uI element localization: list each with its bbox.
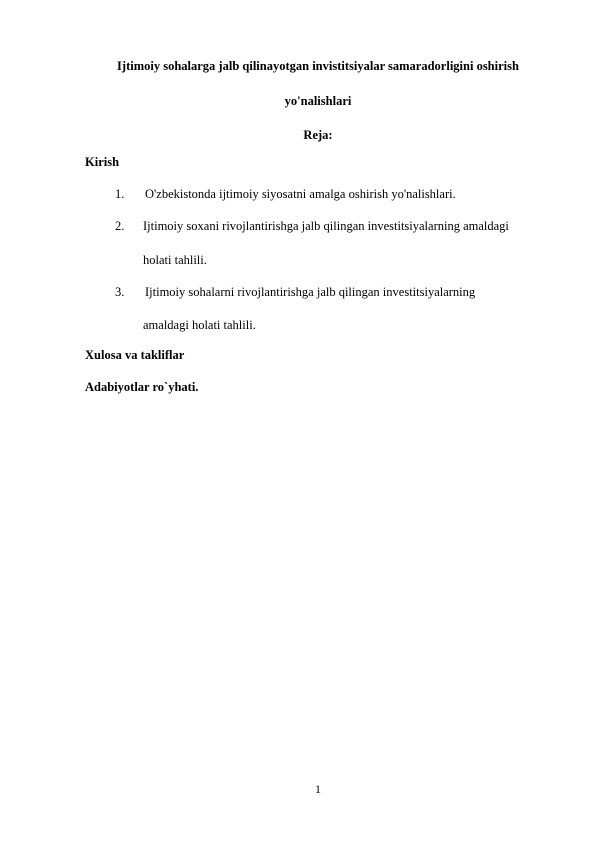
list-item-text: Ijtimoiy sohalarni rivojlantirishga jalb qilingan investitsiyalarning	[145, 285, 476, 299]
list-item-number: 3.	[115, 285, 125, 299]
list-item-text-continuation: holati tahlili.	[143, 253, 207, 267]
intro-heading: Kirish	[85, 155, 120, 169]
list-item-number: 1.	[115, 187, 125, 201]
list-item-text-continuation: amaldagi holati tahlili.	[143, 318, 256, 332]
document-title-line1: Ijtimoiy sohalarga jalb qilinayotgan invistitsiyalar samaradorligini oshirish	[117, 59, 519, 73]
list-item-text: O'zbekistonda ijtimoiy siyosatni amalga oshirish yo'nalishlari.	[145, 187, 456, 201]
page-number: 1	[315, 782, 321, 796]
list-item-text: Ijtimoiy soxani rivojlantirishga jalb qilingan investitsiyalarning amaldagi	[143, 219, 509, 233]
list-item-number: 2.	[115, 219, 125, 233]
conclusion-heading: Xulosa va takliflar	[85, 348, 185, 362]
plan-heading: Reja:	[303, 128, 333, 142]
document-title-line2: yo'nalishlari	[284, 94, 352, 108]
references-heading: Adabiyotlar ro`yhati.	[85, 380, 199, 394]
